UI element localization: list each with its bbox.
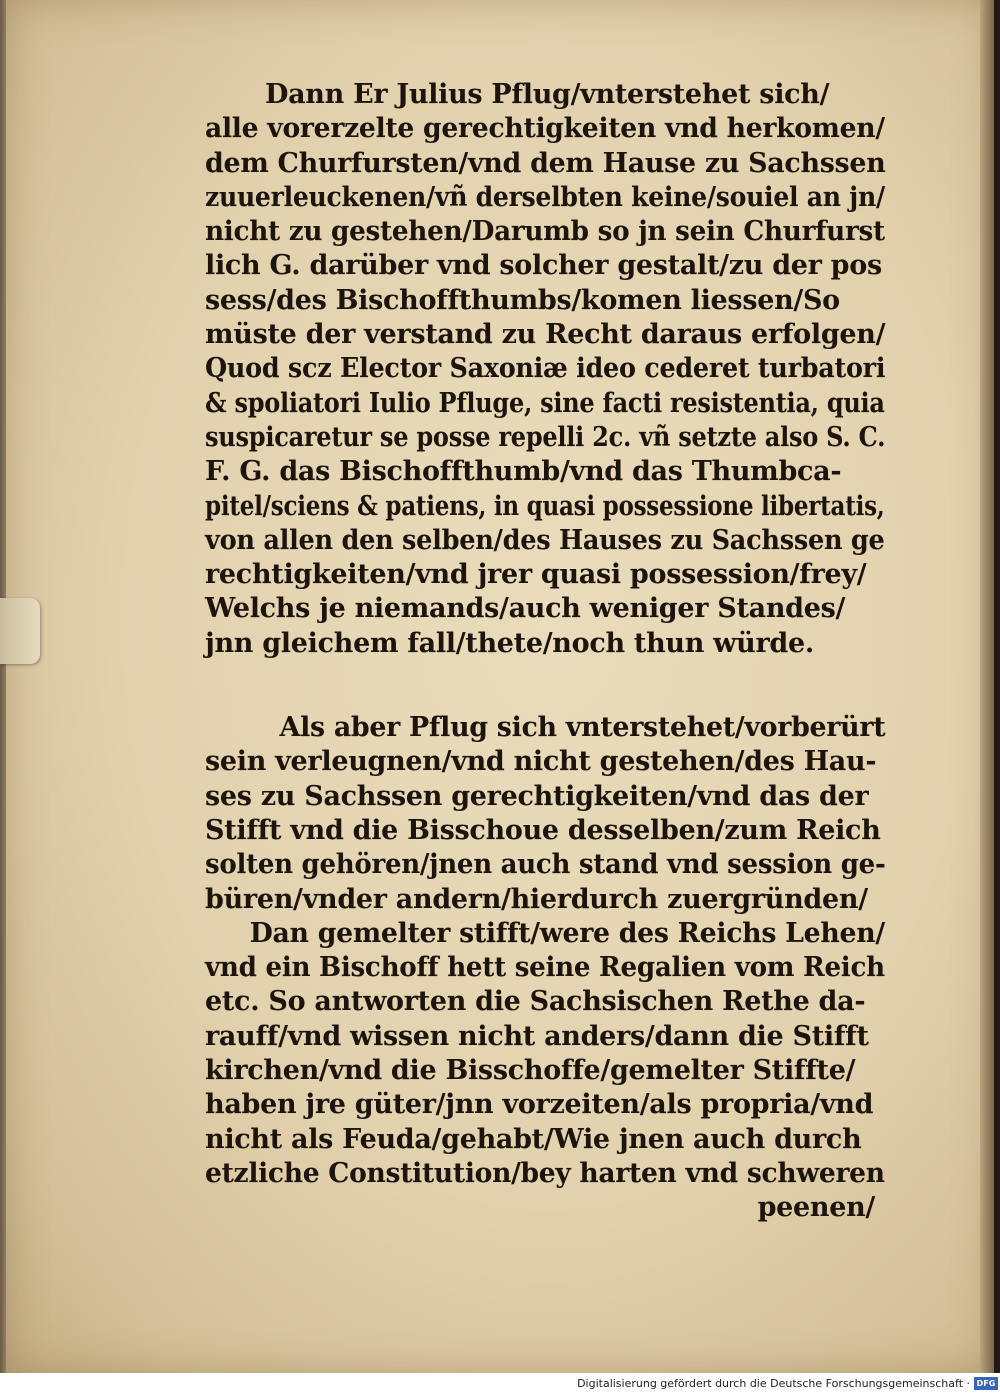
page-tab-marker [0, 598, 40, 664]
text-line: büren/vnder andern/hierdurch zuergründen/ [205, 883, 868, 915]
paragraph-spacer [205, 661, 885, 711]
text-line: rauff/vnd wissen nicht anders/dann die Stifft [205, 1020, 869, 1052]
text-line: etzliche Constitution/bey harten vnd schweren [205, 1157, 885, 1189]
text-line: etc. So antworten die Sachsischen Rethe da- [205, 986, 866, 1018]
text-line: sess/des Bischoffthumbs/komen liessen/So [205, 284, 840, 316]
text-line: nicht zu gestehen/Darumb so jn sein Churfurst [205, 216, 885, 248]
text-line: Als aber Pflug sich vnterstehet/vorberürt [279, 712, 886, 744]
text-line: Stifft vnd die Bisschoue desselben/zum Reich [205, 814, 881, 846]
text-line: Welchs je niemands/auch weniger Standes/ [205, 593, 846, 625]
text-line: rechtigkeiten/vnd jrer quasi possession/frey/ [205, 559, 867, 591]
text-line: Quod scz Elector Saxoniæ ideo cederet turbatori [205, 353, 886, 385]
text-line: suspicaretur se posse repelli 2c. vñ setzte also S. C. [205, 421, 886, 453]
page-text [205, 78, 885, 1226]
text-line: sein verleugnen/vnd nicht gestehen/des Hau- [205, 746, 877, 778]
footer-credit: Digitalisierung gefördert durch die Deutsche Forschungsgemeinschaft · [577, 1377, 970, 1390]
text-line: jnn gleichem fall/thete/noch thun würde. [205, 627, 814, 659]
text-line: Dan gemelter stifft/were des Reichs Lehen/ [249, 917, 885, 949]
text-line: vnd ein Bischoff hett seine Regalien vom Reich [205, 952, 885, 984]
dfg-logo-icon: DFG [974, 1377, 998, 1390]
text-line: müste der verstand zu Recht daraus erfolgen/ [205, 319, 886, 351]
text-line: pitel/sciens & patiens, in quasi possessione libertatis, [205, 490, 885, 522]
text-line: haben jre güter/jnn vorzeiten/als propria/vnd [205, 1089, 874, 1121]
paragraph-2 [205, 711, 885, 1191]
text-line: kirchen/vnd die Bisschoffe/gemelter Stiffte/ [205, 1055, 856, 1087]
text-line: nicht als Feuda/gehabt/Wie jnen auch durch [205, 1123, 862, 1155]
paragraph-1 [205, 78, 885, 661]
footer-bar [0, 1373, 1000, 1393]
text-line: alle vorerzelte gerechtigkeiten vnd herkomen/ [205, 113, 885, 145]
text-line: zuuerleuckenen/vñ derselbten keine/souiel an jn/ [205, 181, 885, 213]
text-line: & spoliatori Iulio Pfluge, sine facti resistentia, quia [205, 387, 885, 419]
text-line: von allen den selben/des Hauses zu Sachssen ge [205, 524, 885, 556]
text-line: Dann Er Julius Pflug/vnterstehet sich/ [265, 79, 830, 110]
text-line: F. G. das Bischoffthumb/vnd das Thumbca- [205, 456, 842, 488]
text-line: solten gehören/jnen auch stand vnd session ge- [205, 849, 886, 881]
catchword: peenen/ [757, 1192, 875, 1224]
text-line: ses zu Sachssen gerechtigkeiten/vnd das der [205, 780, 869, 812]
text-line: lich G. darüber vnd solcher gestalt/zu der pos [205, 250, 882, 282]
text-line: dem Churfursten/vnd dem Hause zu Sachssen [205, 147, 886, 179]
page-edge [980, 0, 994, 1373]
